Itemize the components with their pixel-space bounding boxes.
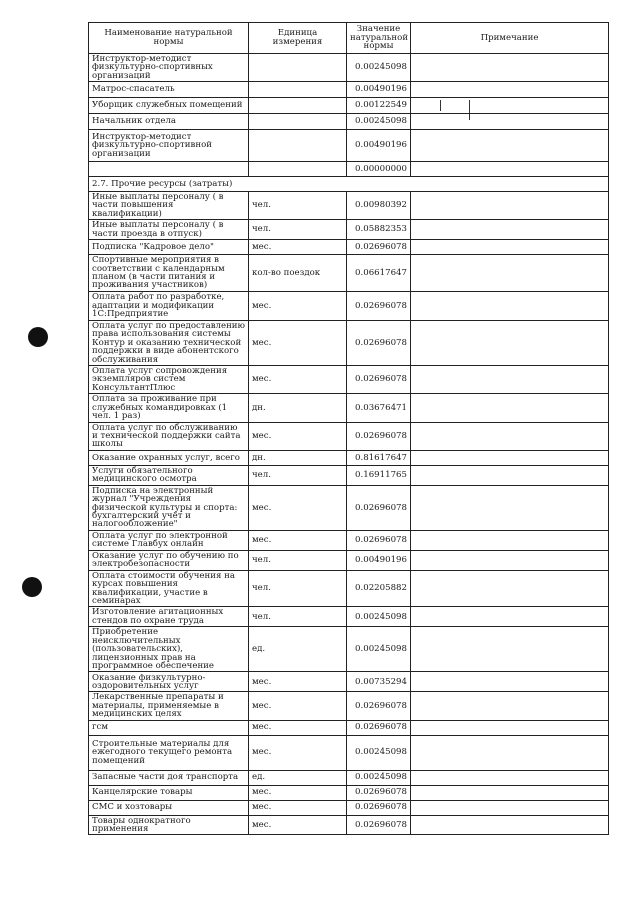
row-value: 0.02696078 [347, 800, 411, 815]
row-unit: мес. [249, 720, 347, 735]
row-name: Начальник отдела [89, 114, 249, 130]
row-unit: мес. [249, 240, 347, 255]
row-unit: мес. [249, 735, 347, 770]
row-unit: ед. [249, 770, 347, 785]
row-value: 0.02696078 [347, 815, 411, 835]
row-value: 0.00245098 [347, 53, 411, 81]
table-row [89, 570, 609, 607]
row-name: Оказание физкультурно-оздоровительных услуг [89, 672, 249, 692]
row-value: 0.00245098 [347, 627, 411, 672]
row-note [411, 292, 609, 321]
row-name: Оплата стоимости обучения на курсах повышения квалификации, участие в семинарах [89, 570, 249, 607]
section-row-group [89, 177, 609, 192]
table-row [89, 530, 609, 550]
row-note [411, 53, 609, 81]
table-row [89, 735, 609, 770]
row-value: 0.02205882 [347, 570, 411, 607]
row-unit [249, 53, 347, 81]
resource-rows [89, 192, 609, 835]
table-row [89, 785, 609, 800]
row-name: Оплата за проживание при служебных командировках (1 чел. 1 раз) [89, 394, 249, 422]
row-note [411, 672, 609, 692]
row-note [411, 255, 609, 292]
row-value: 0.02696078 [347, 720, 411, 735]
row-value: 0.00980392 [347, 192, 411, 220]
row-unit: чел. [249, 607, 347, 627]
row-value: 0.02696078 [347, 422, 411, 450]
row-name [89, 162, 249, 177]
row-name: Иные выплаты персоналу ( в части проезда в отпуск) [89, 220, 249, 240]
row-value: 0.02696078 [347, 292, 411, 321]
row-note [411, 130, 609, 162]
row-note [411, 220, 609, 240]
table-row [89, 627, 609, 672]
row-value: 0.02696078 [347, 485, 411, 530]
norms-table [88, 22, 609, 835]
punch-hole-mark [28, 327, 48, 347]
header-name: Наименование натуральной нормы [89, 23, 249, 54]
row-value: 0.05882353 [347, 220, 411, 240]
row-name: Товары однократного применения [89, 815, 249, 835]
row-value: 0.02696078 [347, 692, 411, 720]
table-row [89, 53, 609, 81]
row-unit: кол-во поездок [249, 255, 347, 292]
row-value: 0.00490196 [347, 550, 411, 570]
table-row [89, 240, 609, 255]
row-note [411, 627, 609, 672]
row-name: гсм [89, 720, 249, 735]
row-name: Оплата услуг сопровождения экземпляров систем КонсультантПлюс [89, 366, 249, 394]
row-value: 0.00735294 [347, 672, 411, 692]
row-unit: чел. [249, 192, 347, 220]
row-unit: мес. [249, 815, 347, 835]
row-name: Подписка на электронный журнал "Учреждения физической культуры и спорта: бухгалтерский учёт и налогообложение" [89, 485, 249, 530]
row-name: Иные выплаты персоналу ( в части повышения квалификации) [89, 192, 249, 220]
row-note [411, 465, 609, 485]
table-row [89, 162, 609, 177]
table-row [89, 255, 609, 292]
table-row [89, 321, 609, 366]
row-name: Оплата работ по разработке, адаптации и модификации 1С:Предприятие [89, 292, 249, 321]
row-unit: дн. [249, 394, 347, 422]
row-unit [249, 130, 347, 162]
table-header-row [89, 23, 609, 54]
row-value: 0.00490196 [347, 82, 411, 98]
row-name: Оказание охранных услуг, всего [89, 450, 249, 465]
row-name: Канцелярские товары [89, 785, 249, 800]
table-row [89, 192, 609, 220]
row-unit [249, 114, 347, 130]
header-unit: Единица измерения [249, 23, 347, 54]
table-row [89, 394, 609, 422]
row-unit: мес. [249, 366, 347, 394]
row-name: Подписка "Кадровое дело" [89, 240, 249, 255]
row-unit: дн. [249, 450, 347, 465]
table-row [89, 800, 609, 815]
row-value: 0.02696078 [347, 240, 411, 255]
table-row [89, 292, 609, 321]
row-note [411, 162, 609, 177]
row-unit: мес. [249, 321, 347, 366]
row-note [411, 720, 609, 735]
header-note: Примечание [411, 23, 609, 54]
row-value: 0.03676471 [347, 394, 411, 422]
row-note [411, 735, 609, 770]
row-value: 0.81617647 [347, 450, 411, 465]
row-note [411, 114, 609, 130]
row-unit: ед. [249, 627, 347, 672]
row-note [411, 82, 609, 98]
row-value: 0.00245098 [347, 114, 411, 130]
row-unit: мес. [249, 672, 347, 692]
punch-hole-mark [22, 577, 42, 597]
row-note [411, 394, 609, 422]
row-unit: чел. [249, 465, 347, 485]
staff-rows [89, 53, 609, 176]
row-value: 0.00245098 [347, 770, 411, 785]
row-value: 0.00122549 [347, 98, 411, 114]
row-note [411, 770, 609, 785]
row-name: Инструктор-методист физкультурно-спортивных организаций [89, 53, 249, 81]
row-name: Матрос-спасатель [89, 82, 249, 98]
table-row [89, 770, 609, 785]
table-row [89, 82, 609, 98]
row-name: СМС и хозтовары [89, 800, 249, 815]
row-value: 0.00245098 [347, 607, 411, 627]
row-name: Лекарственные препараты и материалы, применяемые в медицинских целях [89, 692, 249, 720]
row-note [411, 366, 609, 394]
table-row [89, 485, 609, 530]
row-name: Спортивные мероприятия в соответствии с календарным планом (в части питания и проживания участников) [89, 255, 249, 292]
table-row [89, 672, 609, 692]
row-value: 0.00245098 [347, 735, 411, 770]
row-name: Оплата услуг по обслуживанию и технической поддержки сайта школы [89, 422, 249, 450]
row-name: Оплата услуг по предоставлению права использования системы Контур и оказанию технической поддержки в виде абонентского обслуживания [89, 321, 249, 366]
row-unit: мес. [249, 692, 347, 720]
row-note [411, 800, 609, 815]
row-name: Строительные материалы для ежегодного текущего ремонта помещений [89, 735, 249, 770]
row-value: 0.16911765 [347, 465, 411, 485]
row-unit: мес. [249, 485, 347, 530]
row-value: 0.02696078 [347, 530, 411, 550]
row-value: 0.02696078 [347, 366, 411, 394]
row-unit: мес. [249, 292, 347, 321]
row-name: Услуги обязательного медицинского осмотра [89, 465, 249, 485]
row-name: Оказание услуг по обучению по электробезопасности [89, 550, 249, 570]
table-row [89, 130, 609, 162]
row-note [411, 98, 609, 114]
row-note [411, 570, 609, 607]
table-row [89, 422, 609, 450]
row-unit: мес. [249, 800, 347, 815]
row-unit: чел. [249, 220, 347, 240]
row-unit: мес. [249, 785, 347, 800]
row-unit [249, 162, 347, 177]
table-row [89, 98, 609, 114]
table-row [89, 366, 609, 394]
row-note [411, 422, 609, 450]
section-row [89, 177, 609, 192]
row-value: 0.02696078 [347, 321, 411, 366]
row-note [411, 192, 609, 220]
row-value: 0.06617647 [347, 255, 411, 292]
row-unit: чел. [249, 570, 347, 607]
row-note [411, 485, 609, 530]
header-value: Значение натуральной нормы [347, 23, 411, 54]
row-value: 0.00000000 [347, 162, 411, 177]
row-name: Приобретение неисключительных (пользовательских), лицензионных прав на программное обеспечение [89, 627, 249, 672]
table-row [89, 815, 609, 835]
table-row [89, 220, 609, 240]
row-note [411, 530, 609, 550]
table-row [89, 607, 609, 627]
row-note [411, 607, 609, 627]
row-name: Инструктор-методист физкультурно-спортивной организации [89, 130, 249, 162]
row-note [411, 240, 609, 255]
row-unit: мес. [249, 422, 347, 450]
table-row [89, 465, 609, 485]
row-value: 0.02696078 [347, 785, 411, 800]
row-note [411, 321, 609, 366]
row-name: Оплата услуг по электронной системе Главбух онлайн [89, 530, 249, 550]
table-row [89, 692, 609, 720]
row-note [411, 550, 609, 570]
row-unit [249, 82, 347, 98]
row-note [411, 450, 609, 465]
row-unit: чел. [249, 550, 347, 570]
row-note [411, 692, 609, 720]
row-name: Изготовление агитационных стендов по охране труда [89, 607, 249, 627]
row-note [411, 785, 609, 800]
table-row [89, 114, 609, 130]
row-unit: мес. [249, 530, 347, 550]
row-unit [249, 98, 347, 114]
table-row [89, 550, 609, 570]
section-title: 2.7. Прочие ресурсы (затраты) [89, 177, 609, 192]
row-value: 0.00490196 [347, 130, 411, 162]
table-row [89, 720, 609, 735]
row-name: Запасные части доя транспорта [89, 770, 249, 785]
table-row [89, 450, 609, 465]
row-name: Уборщик служебных помещений [89, 98, 249, 114]
row-note [411, 815, 609, 835]
